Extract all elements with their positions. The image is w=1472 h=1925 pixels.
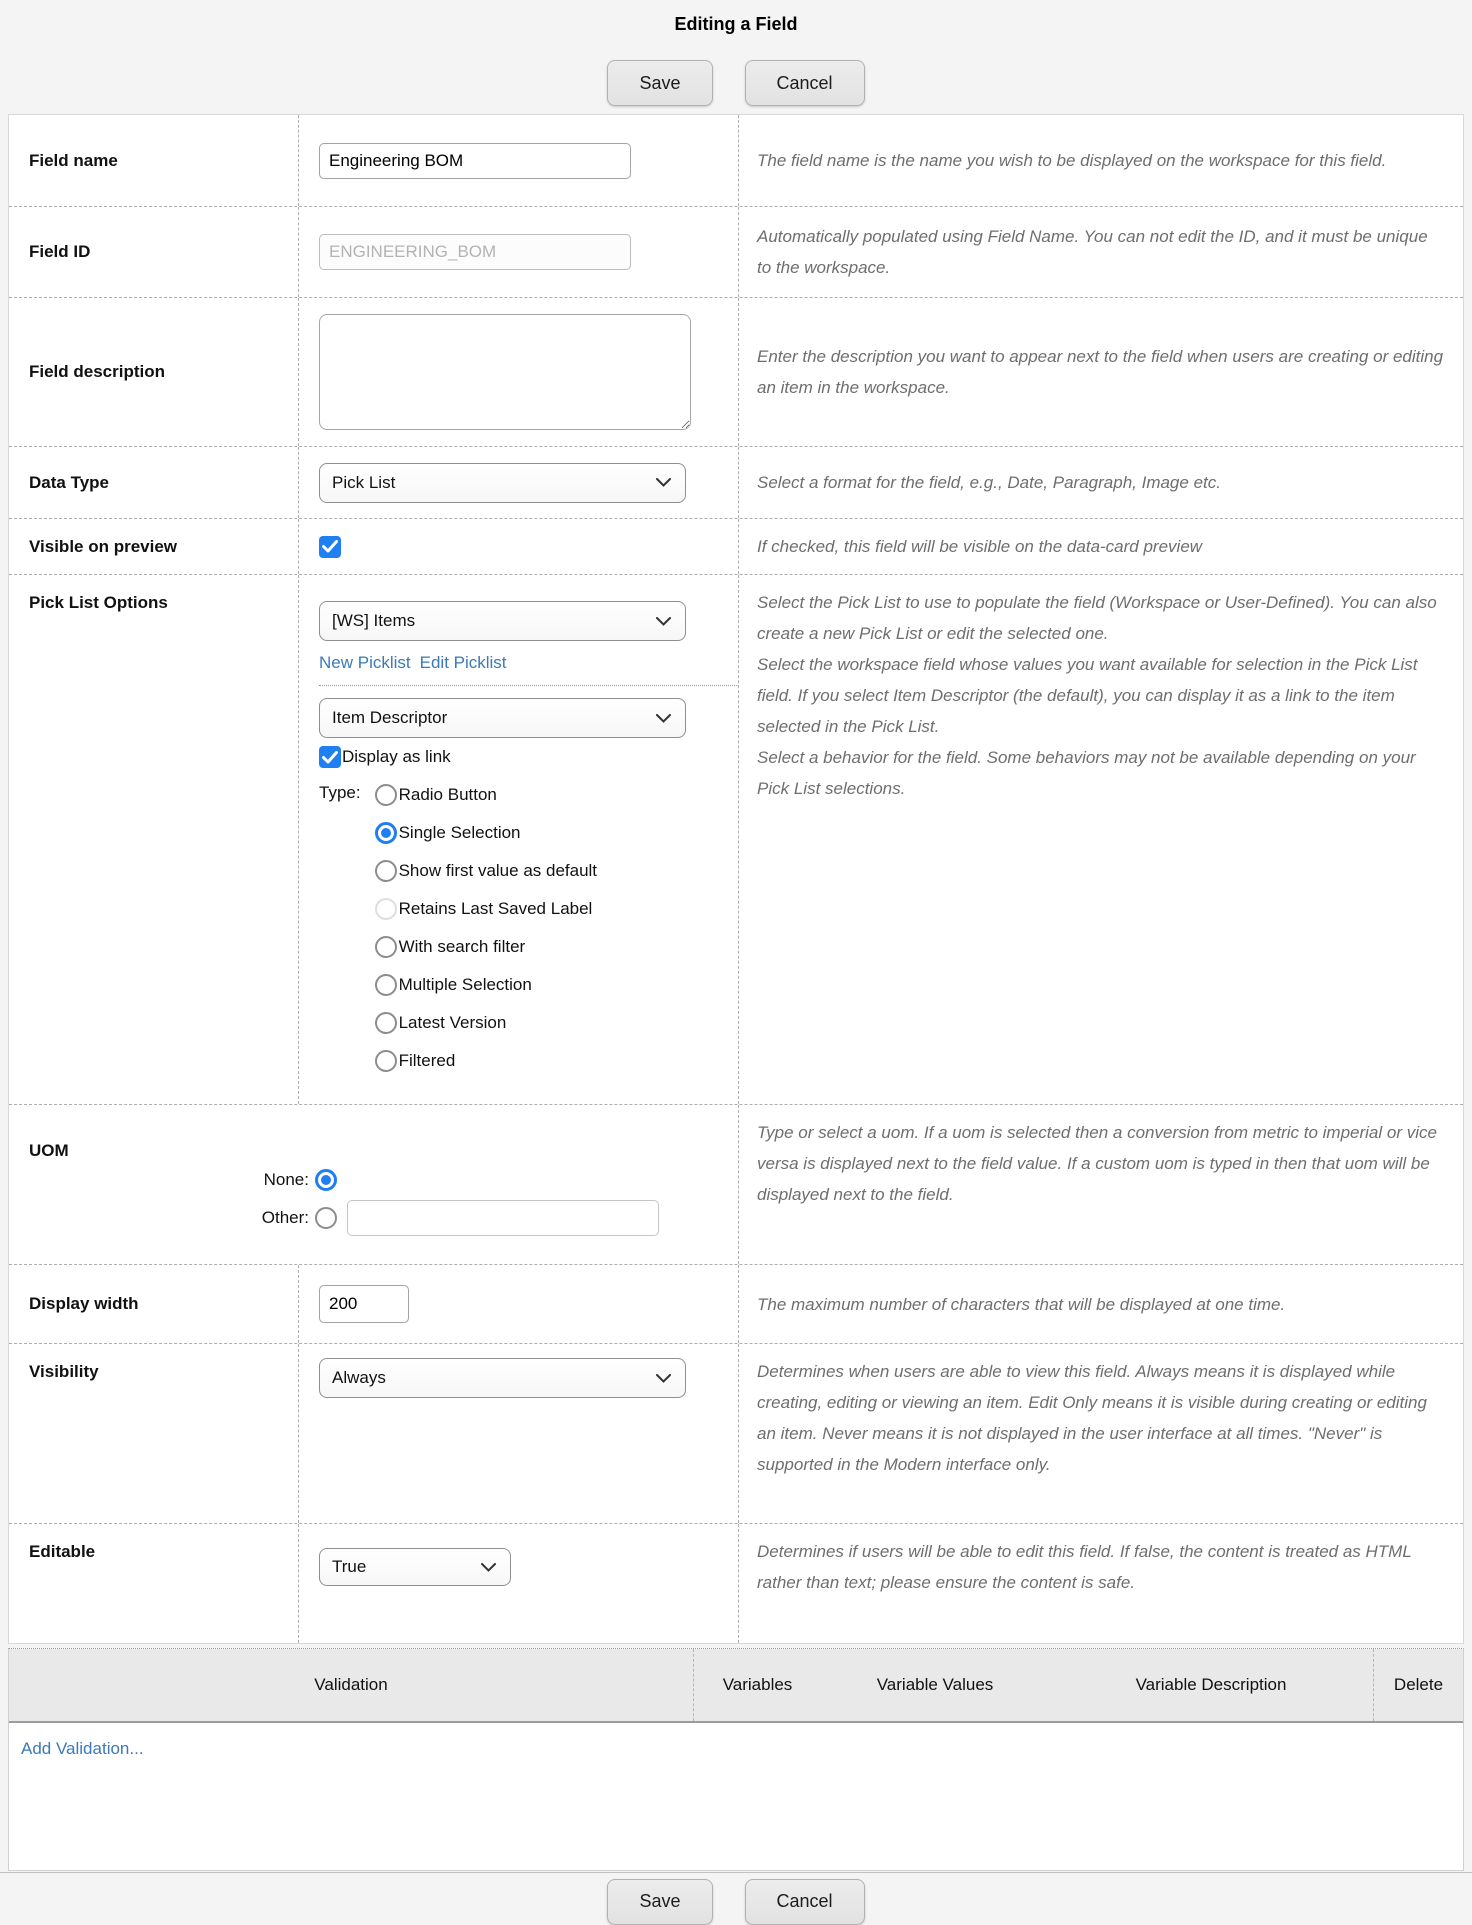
picklist-description-2: Select the workspace field whose values you want available for selection in the Pick List field. If you select Item Descriptor (the default), you can display it as a link to the item selected in the Pick List. xyxy=(757,655,1418,736)
add-validation-link[interactable]: Add Validation... xyxy=(21,1739,144,1758)
row-visibility xyxy=(9,1343,1463,1523)
field-name-input[interactable] xyxy=(319,143,631,179)
field-id-label: Field ID xyxy=(29,242,91,261)
visibility-select[interactable] xyxy=(319,1358,686,1398)
field-description-label: Field description xyxy=(29,362,166,381)
type-option-show-first-value xyxy=(375,856,597,886)
data-type-description: Select a format for the field, e.g., Date, Paragraph, Image etc. xyxy=(757,473,1221,492)
header xyxy=(0,0,1472,114)
radio-button[interactable] xyxy=(375,784,397,806)
divider xyxy=(319,685,739,686)
type-option-latest-version xyxy=(375,1008,597,1038)
type-option-radio-button xyxy=(375,780,597,810)
field-description-description: Enter the description you want to appear next to the field when users are creating or editing an item in the workspace. xyxy=(757,347,1444,397)
uom-description: Type or select a uom. If a uom is selected then a conversion from metric to imperial or vice versa is displayed next to the field value. If a custom uom is typed in then that uom will be displayed next to the field. xyxy=(757,1123,1437,1204)
picklist-description-1: Select the Pick List to use to populate the field (Workspace or User-Defined). You can also create a new Pick List or edit the selected one. xyxy=(757,593,1437,643)
row-field-id xyxy=(9,206,1463,297)
validation-column-header: Validation xyxy=(314,1675,388,1694)
editable-description: Determines if users will be able to edit this field. If false, the content is treated as HTML rather than text; please ensure the content is safe. xyxy=(757,1542,1412,1592)
chevron-down-icon xyxy=(656,714,671,723)
uom-none-radio[interactable] xyxy=(315,1169,337,1191)
type-option-multiple-selection xyxy=(375,970,597,1000)
type-option-with-search-filter xyxy=(375,932,597,962)
top-button-row xyxy=(0,60,1472,106)
validation-table-header xyxy=(9,1649,1463,1723)
data-type-select[interactable] xyxy=(319,463,686,503)
pick-list-options-label: Pick List Options xyxy=(29,593,168,612)
chevron-down-icon xyxy=(656,1374,671,1383)
page-title: Editing a Field xyxy=(674,14,798,34)
radio-button[interactable] xyxy=(375,974,397,996)
display-width-input[interactable] xyxy=(319,1285,409,1323)
radio-label: Latest Version xyxy=(398,1013,507,1032)
data-type-label: Data Type xyxy=(29,472,109,492)
display-width-label: Display width xyxy=(29,1294,139,1313)
uom-label: UOM xyxy=(29,1141,69,1160)
picklist-selected-value: [WS] Items xyxy=(332,611,416,630)
save-button-bottom[interactable]: Save xyxy=(607,1879,712,1925)
visibility-label: Visibility xyxy=(29,1362,99,1381)
chevron-down-icon xyxy=(481,1563,496,1572)
type-radio-group xyxy=(375,780,597,1076)
type-option-single-selection xyxy=(375,818,597,848)
data-type-selected-value: Pick List xyxy=(332,472,396,492)
uom-other-option xyxy=(29,1200,738,1236)
row-field-description xyxy=(9,297,1463,446)
chevron-down-icon xyxy=(656,617,671,626)
visible-on-preview-description: If checked, this field will be visible on the data-card preview xyxy=(757,537,1203,556)
editable-selected-value: True xyxy=(332,1557,367,1576)
picklist-select[interactable] xyxy=(319,601,686,641)
radio-label: Retains Last Saved Label xyxy=(398,899,593,918)
delete-column-header: Delete xyxy=(1373,1649,1463,1721)
row-visible-on-preview xyxy=(9,518,1463,574)
field-id-input xyxy=(319,234,631,270)
radio-label: Filtered xyxy=(398,1051,456,1070)
variable-description-column-header: Variable Description xyxy=(1135,1675,1287,1694)
cancel-button-bottom[interactable]: Cancel xyxy=(745,1879,865,1925)
radio-button[interactable] xyxy=(375,1050,397,1072)
radio-button[interactable] xyxy=(375,860,397,882)
field-name-description: The field name is the name you wish to be displayed on the workspace for this field. xyxy=(757,151,1387,170)
footer xyxy=(0,1872,1472,1924)
edit-picklist-link[interactable]: Edit Picklist xyxy=(419,653,507,672)
radio-label: Show first value as default xyxy=(398,861,598,880)
display-width-description: The maximum number of characters that will be displayed at one time. xyxy=(757,1294,1286,1314)
type-option-retains-last-saved xyxy=(375,894,597,924)
save-button[interactable]: Save xyxy=(607,60,712,106)
radio-button[interactable] xyxy=(375,1012,397,1034)
row-uom xyxy=(9,1104,1463,1264)
editable-select[interactable] xyxy=(319,1548,511,1586)
uom-none-label: None: xyxy=(263,1170,309,1189)
picklist-description-3: Select a behavior for the field. Some behaviors may not be available depending on your Pick List selections. xyxy=(757,748,1416,798)
visibility-selected-value: Always xyxy=(332,1368,386,1387)
uom-other-label: Other: xyxy=(261,1208,309,1227)
radio-label: Single Selection xyxy=(398,823,521,842)
cancel-button[interactable]: Cancel xyxy=(745,60,865,106)
row-display-width xyxy=(9,1264,1463,1343)
visibility-description: Determines when users are able to view this field. Always means it is displayed while creating, editing or viewing an item. Edit Only means it is visible during creating or editing an item. Never means it is not displayed in the user interface at all times. "Never" is supported in the Modern interface only. xyxy=(757,1362,1427,1474)
variable-values-column-header: Variable Values xyxy=(876,1675,994,1694)
field-name-label: Field name xyxy=(29,150,118,170)
new-picklist-link[interactable]: New Picklist xyxy=(319,653,411,672)
row-pick-list-options xyxy=(9,574,1463,1104)
picklist-field-selected-value: Item Descriptor xyxy=(332,708,448,727)
radio-label: Multiple Selection xyxy=(398,975,532,994)
uom-other-input[interactable] xyxy=(347,1200,659,1236)
checkmark-icon xyxy=(322,751,338,764)
row-field-name xyxy=(9,115,1463,206)
radio-label: With search filter xyxy=(398,937,526,956)
radio-button[interactable] xyxy=(375,936,397,958)
radio-button[interactable] xyxy=(375,822,397,844)
row-editable xyxy=(9,1523,1463,1643)
field-id-description: Automatically populated using Field Name. You can not edit the ID, and it must be unique to the workspace. xyxy=(757,227,1428,277)
uom-other-radio[interactable] xyxy=(315,1207,337,1229)
variables-column-header: Variables xyxy=(693,1649,821,1721)
radio-label: Radio Button xyxy=(398,785,497,804)
visible-on-preview-checkbox[interactable] xyxy=(319,536,341,558)
type-option-filtered xyxy=(375,1046,597,1076)
visible-on-preview-label: Visible on preview xyxy=(29,536,178,556)
editable-label: Editable xyxy=(29,1542,96,1561)
display-as-link-label: Display as link xyxy=(342,747,451,766)
field-edit-form xyxy=(8,114,1464,1644)
validation-table xyxy=(8,1648,1464,1871)
type-label: Type: xyxy=(319,783,361,802)
uom-none-option xyxy=(29,1169,738,1191)
row-data-type xyxy=(9,446,1463,518)
checkmark-icon xyxy=(322,540,338,553)
radio-button xyxy=(375,898,397,920)
validation-table-body xyxy=(9,1723,1463,1870)
display-as-link-checkbox[interactable] xyxy=(319,746,341,768)
picklist-field-select[interactable] xyxy=(319,698,686,738)
chevron-down-icon xyxy=(656,478,671,487)
field-description-textarea[interactable] xyxy=(319,314,691,430)
